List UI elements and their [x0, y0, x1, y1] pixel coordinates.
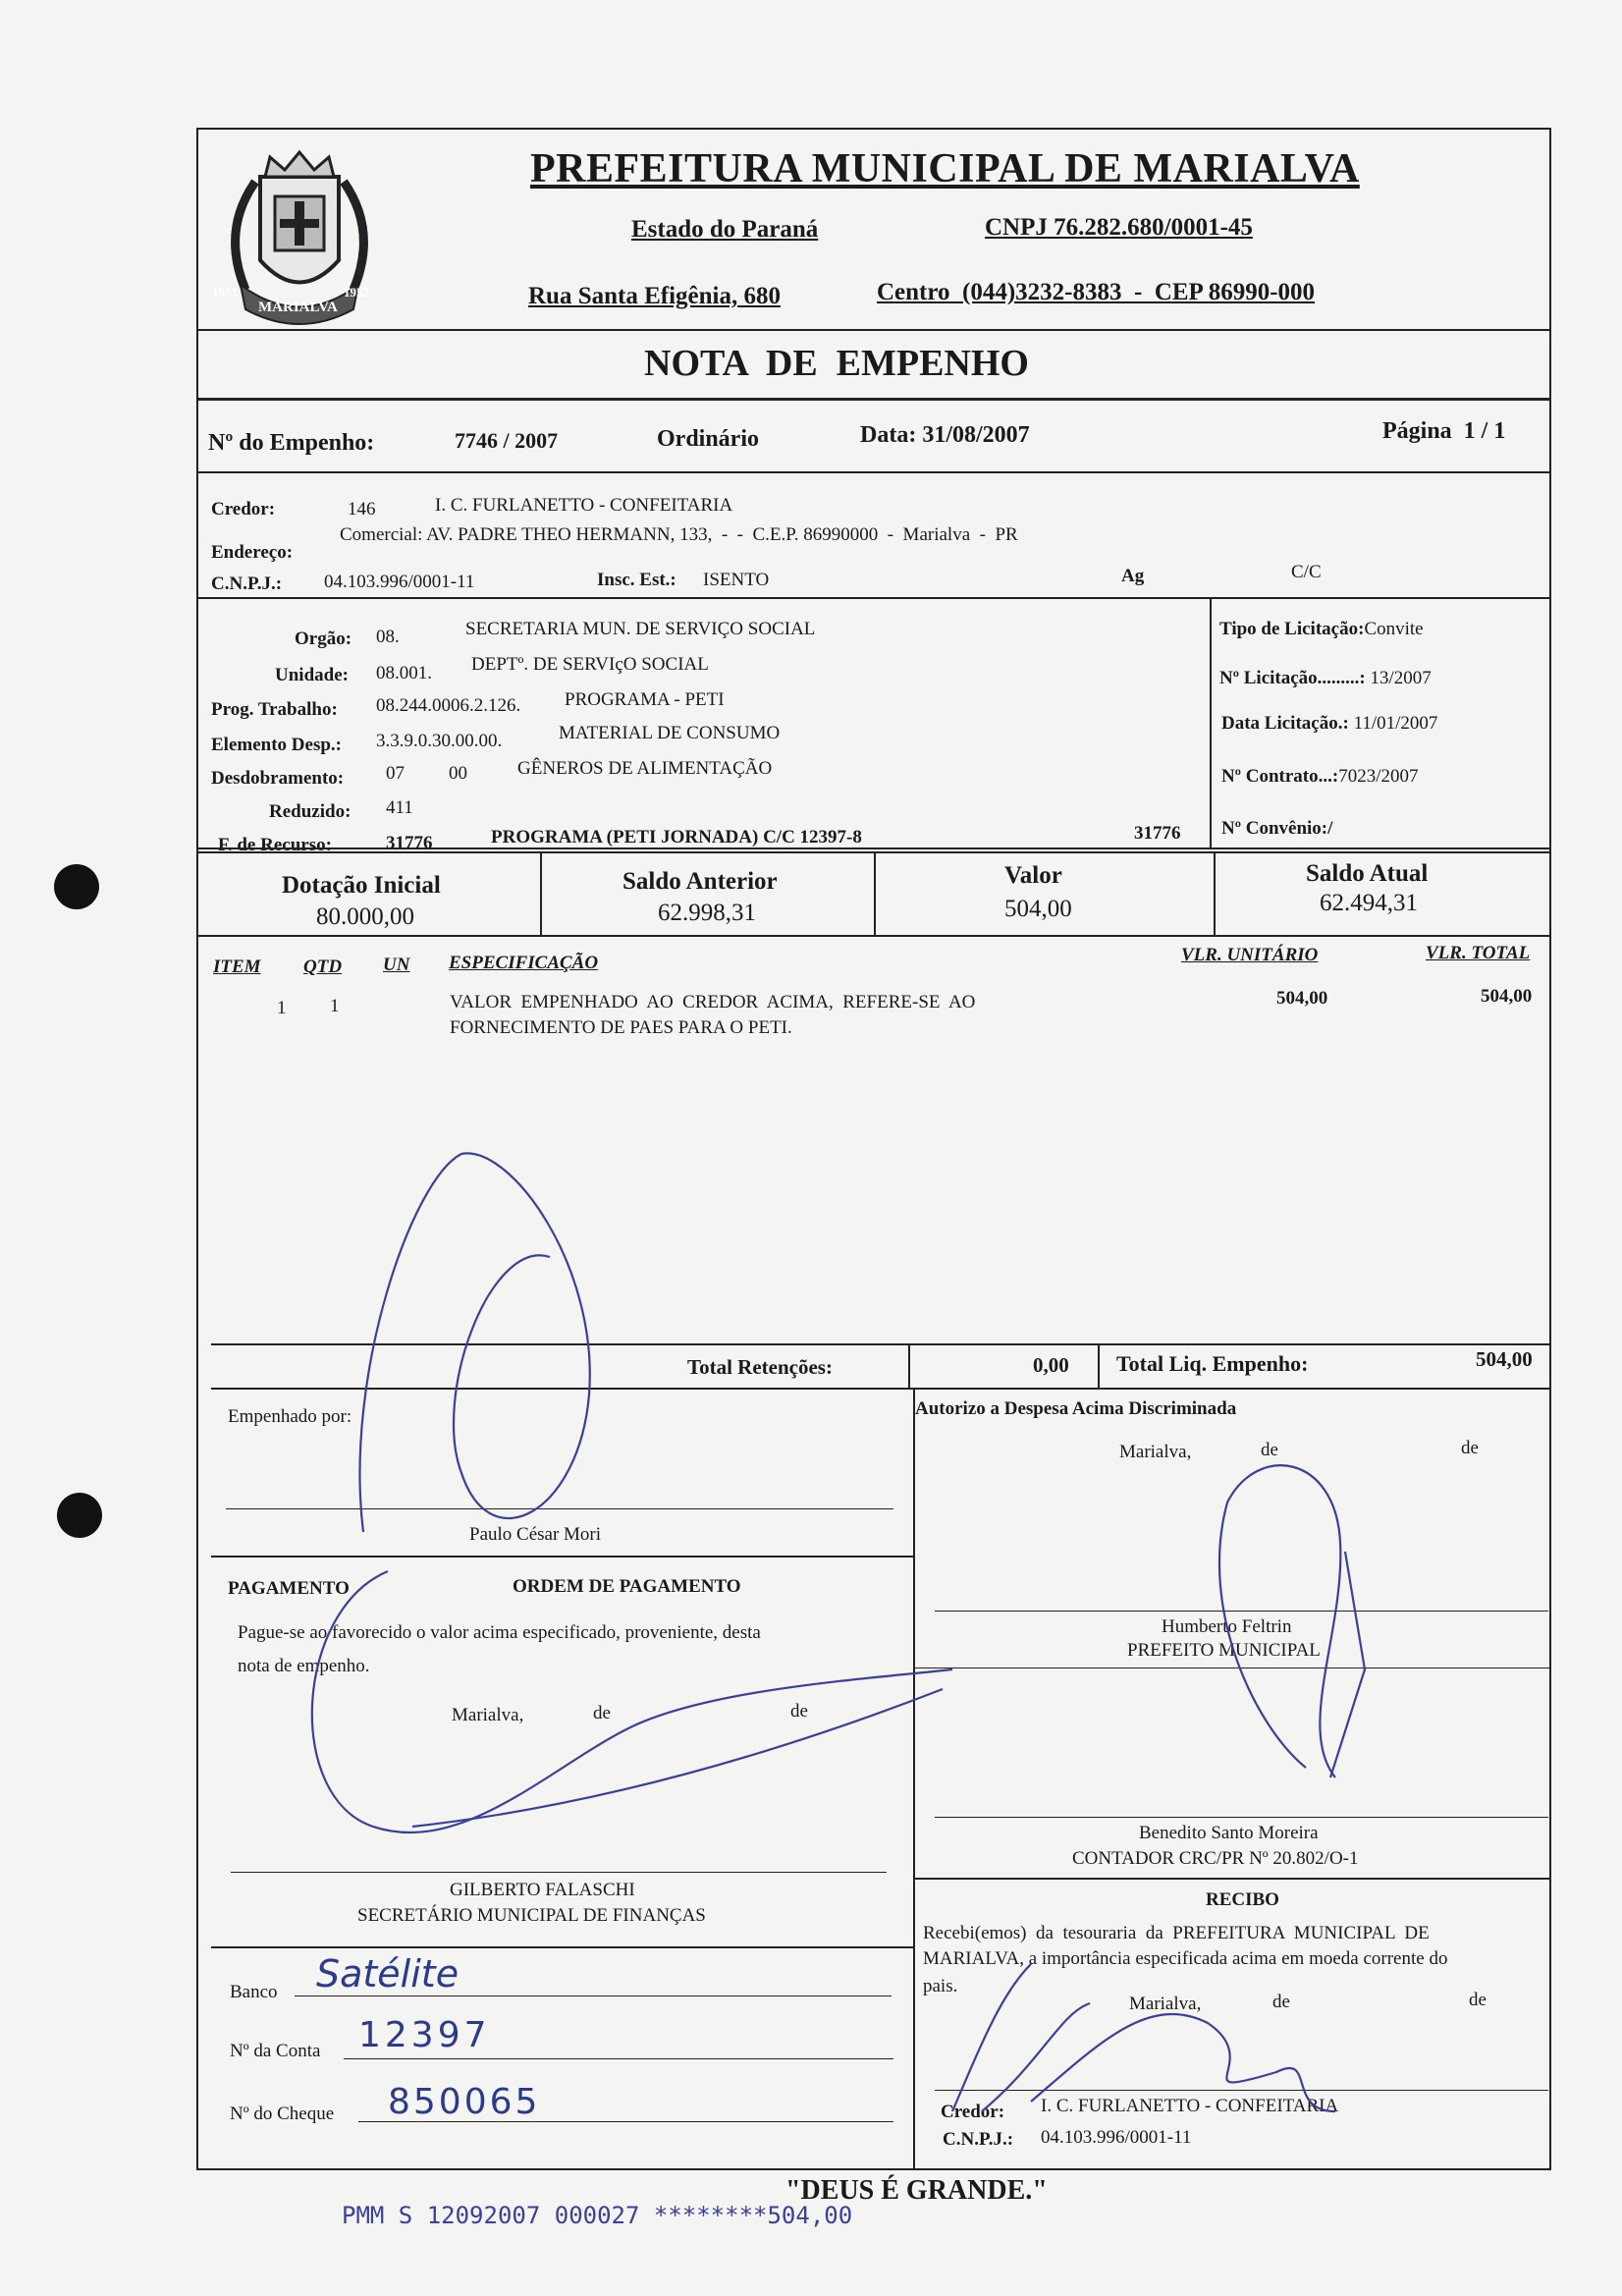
elemento-code: 3.3.9.0.30.00.00.: [376, 731, 503, 751]
header-contact: Centro (044)3232-8383 - CEP 86990-000: [877, 279, 1316, 305]
autorizo-de2: de: [1461, 1438, 1479, 1458]
empenhado-signature: [359, 1153, 589, 1532]
row-vlr-unitario: 504,00: [1276, 988, 1328, 1009]
row-vlr-total: 504,00: [1481, 986, 1533, 1007]
reduzido-code: 411: [386, 797, 413, 818]
orgao-code: 08.: [376, 627, 400, 647]
contrato-label: Nº Contrato...:7023/2007: [1221, 766, 1419, 787]
row-espec-line1: VALOR EMPENHADO AO CREDOR ACIMA, REFERE-SE AO: [450, 992, 976, 1012]
recibo-place: Marialva,: [1129, 1994, 1202, 2014]
unidade-label: Unidade:: [275, 665, 349, 685]
pagamento-signature: [312, 1571, 952, 1832]
prog-label: Prog. Trabalho:: [211, 699, 338, 720]
empenhado-por-name: Paulo César Mori: [469, 1524, 602, 1545]
pagamento-text-line1: Pague-se ao favorecido o valor acima especificado, proveniente, desta: [238, 1622, 761, 1643]
recibo-text-line3: pais.: [923, 1976, 958, 1996]
secretario-title: SECRETÁRIO MUNICIPAL DE FINANÇAS: [357, 1905, 706, 1926]
row-qtd: 1: [330, 996, 340, 1016]
pagamento-de2: de: [790, 1701, 808, 1722]
recurso-code: 31776: [386, 833, 433, 853]
saldo-atual-value: 62.494,31: [1320, 890, 1418, 916]
empenho-type: Ordinário: [657, 426, 760, 452]
valor-label: Valor: [1004, 862, 1062, 889]
unidade-desc: DEPTº. DE SERVIçO SOCIAL: [471, 654, 709, 675]
header-state: Estado do Paraná: [631, 216, 819, 243]
orgao-desc: SECRETARIA MUN. DE SERVIÇO SOCIAL: [465, 619, 816, 639]
credor-endereco: Comercial: AV. PADRE THEO HERMANN, 133, - - C.E.P. 86990000 - Marialva - PR: [340, 524, 1018, 545]
desdobramento-label: Desdobramento:: [211, 768, 345, 789]
recibo-credor-label: Credor:: [941, 2102, 1005, 2122]
tipo-licitacao: Convite: [1364, 619, 1424, 639]
page-title: PREFEITURA MUNICIPAL DE MARIALVA: [530, 146, 1360, 191]
credor-cnpj: 04.103.996/0001-11: [324, 572, 475, 592]
data-licitacao-label: Data Licitação.: 11/01/2007: [1221, 713, 1438, 734]
prog-code: 08.244.0006.2.126.: [376, 695, 521, 716]
elemento-label: Elemento Desp.:: [211, 735, 342, 755]
recibo-text-line1: Recebi(emos) da tesouraria da PREFEITURA MUNICIPAL DE: [923, 1923, 1430, 1943]
recibo-cnpj-label: C.N.P.J.:: [943, 2129, 1014, 2150]
empenho-date: Data: 31/08/2007: [860, 422, 1030, 448]
punch-hole: [54, 864, 99, 909]
agencia-label: Ag: [1121, 566, 1145, 586]
col-especificacao: ESPECIFICAÇÃO: [449, 953, 599, 973]
crest-text: MARIALVA: [258, 300, 338, 315]
empenho-number: 7746 / 2007: [455, 428, 559, 453]
total-liquido-label: Total Liq. Empenho:: [1116, 1351, 1309, 1376]
reduzido-label: Reduzido:: [269, 801, 351, 822]
row-espec-line2: FORNECIMENTO DE PAES PARA O PETI.: [450, 1017, 792, 1038]
cnpj-label: C.N.P.J.:: [211, 574, 283, 594]
total-retencoes-label: Total Retenções:: [687, 1355, 833, 1379]
data-licitacao: 11/01/2007: [1353, 713, 1438, 734]
elemento-desc: MATERIAL DE CONSUMO: [559, 723, 781, 743]
banco-label: Banco: [230, 1982, 278, 2002]
pagamento-de1: de: [593, 1703, 611, 1723]
autorizo-place: Marialva,: [1119, 1442, 1192, 1462]
tipo-licitacao-label: Tipo de Licitação:Convite: [1219, 619, 1424, 639]
orgao-label: Orgão:: [295, 629, 352, 649]
insc-label: Insc. Est.:: [597, 570, 676, 590]
autorizo-de1: de: [1261, 1440, 1278, 1460]
unidade-code: 08.001.: [376, 663, 432, 683]
recurso-code-right: 31776: [1134, 823, 1181, 844]
footer-stamp: PMM S 12092007 000027 ********504,00: [342, 2202, 853, 2229]
empenho-number-label: Nº do Empenho:: [208, 430, 375, 456]
desdobramento-a: 07: [386, 763, 405, 784]
pagamento-label: PAGAMENTO: [228, 1578, 350, 1599]
prefeito-title: PREFEITO MUNICIPAL: [1127, 1640, 1321, 1661]
punch-hole: [57, 1493, 102, 1538]
ordem-pagamento-label: ORDEM DE PAGAMENTO: [513, 1576, 741, 1597]
pagamento-text-line2: nota de empenho.: [238, 1656, 370, 1676]
crest-year-right: 1952: [344, 285, 369, 300]
recibo-de1: de: [1272, 1992, 1290, 2012]
numero-cheque-value: 850065: [388, 2082, 541, 2122]
prog-desc: PROGRAMA - PETI: [565, 689, 725, 710]
dotacao-label: Dotação Inicial: [282, 872, 441, 899]
credor-signature: [952, 1964, 1335, 2111]
recibo-text-line2: MARIALVA, a importância especificada acima em moeda corrente do: [923, 1948, 1448, 1969]
saldo-anterior-label: Saldo Anterior: [622, 868, 778, 895]
recibo-cnpj: 04.103.996/0001-11: [1041, 2127, 1192, 2148]
credor-name: I. C. FURLANETTO - CONFEITARIA: [435, 495, 733, 516]
convenio-label: Nº Convênio:/: [1221, 818, 1333, 839]
recibo-de2: de: [1469, 1990, 1487, 2010]
recibo-label: RECIBO: [1206, 1889, 1279, 1910]
page-number: Página 1 / 1: [1382, 418, 1506, 444]
dotacao-value: 80.000,00: [316, 903, 414, 930]
contrato-number: 7023/2007: [1338, 766, 1419, 787]
col-un: UN: [383, 955, 410, 975]
col-vlr-total: VLR. TOTAL: [1426, 943, 1531, 963]
numero-cheque-label: Nº do Cheque: [230, 2104, 335, 2124]
numero-conta-label: Nº da Conta: [230, 2041, 321, 2061]
saldo-anterior-value: 62.998,31: [658, 900, 756, 926]
contador-name: Benedito Santo Moreira: [1139, 1823, 1319, 1843]
row-item: 1: [277, 998, 287, 1018]
credor-label: Credor:: [211, 499, 276, 519]
num-licitacao: 13/2007: [1370, 668, 1432, 688]
valor-value: 504,00: [1004, 896, 1072, 922]
document-title: NOTA DE EMPENHO: [644, 343, 1029, 384]
col-qtd: QTD: [303, 957, 343, 977]
prefeito-signature: [1219, 1465, 1365, 1777]
autorizo-label: Autorizo a Despesa Acima Discriminada: [915, 1398, 1237, 1419]
total-retencoes-value: 0,00: [1033, 1353, 1069, 1377]
endereco-label: Endereço:: [211, 542, 294, 563]
header-address: Rua Santa Efigênia, 680: [528, 283, 781, 309]
numero-conta-value: 12397: [358, 2015, 491, 2055]
desdobramento-desc: GÊNEROS DE ALIMENTAÇÃO: [517, 758, 773, 779]
banco-value: Satélite: [316, 1952, 460, 1995]
col-item: ITEM: [213, 957, 261, 977]
conta-corrente-label: C/C: [1291, 562, 1322, 582]
prefeito-name: Humberto Feltrin: [1162, 1616, 1292, 1637]
credor-insc: ISENTO: [703, 570, 770, 590]
credor-code: 146: [348, 499, 376, 519]
footer-motto: "DEUS É GRANDE.": [785, 2175, 1048, 2206]
col-vlr-unitario: VLR. UNITÁRIO: [1181, 945, 1319, 965]
secretario-name: GILBERTO FALASCHI: [450, 1880, 635, 1900]
total-liquido-value: 504,00: [1476, 1347, 1533, 1371]
contador-title: CONTADOR CRC/PR Nº 20.802/O-1: [1072, 1848, 1359, 1869]
desdobramento-b: 00: [449, 763, 467, 784]
empenhado-por-label: Empenhado por:: [228, 1406, 352, 1427]
recibo-credor: I. C. FURLANETTO - CONFEITARIA: [1041, 2096, 1339, 2116]
num-licitacao-label: Nº Licitação.........: 13/2007: [1219, 668, 1432, 688]
recurso-label: F. de Recurso:: [218, 835, 332, 855]
header-cnpj: CNPJ 76.282.680/0001-45: [985, 214, 1253, 241]
crest-year-left: 1951: [212, 285, 238, 300]
saldo-atual-label: Saldo Atual: [1306, 860, 1429, 887]
recurso-desc: PROGRAMA (PETI JORNADA) C/C 12397-8: [491, 827, 862, 847]
pagamento-place: Marialva,: [452, 1705, 524, 1725]
